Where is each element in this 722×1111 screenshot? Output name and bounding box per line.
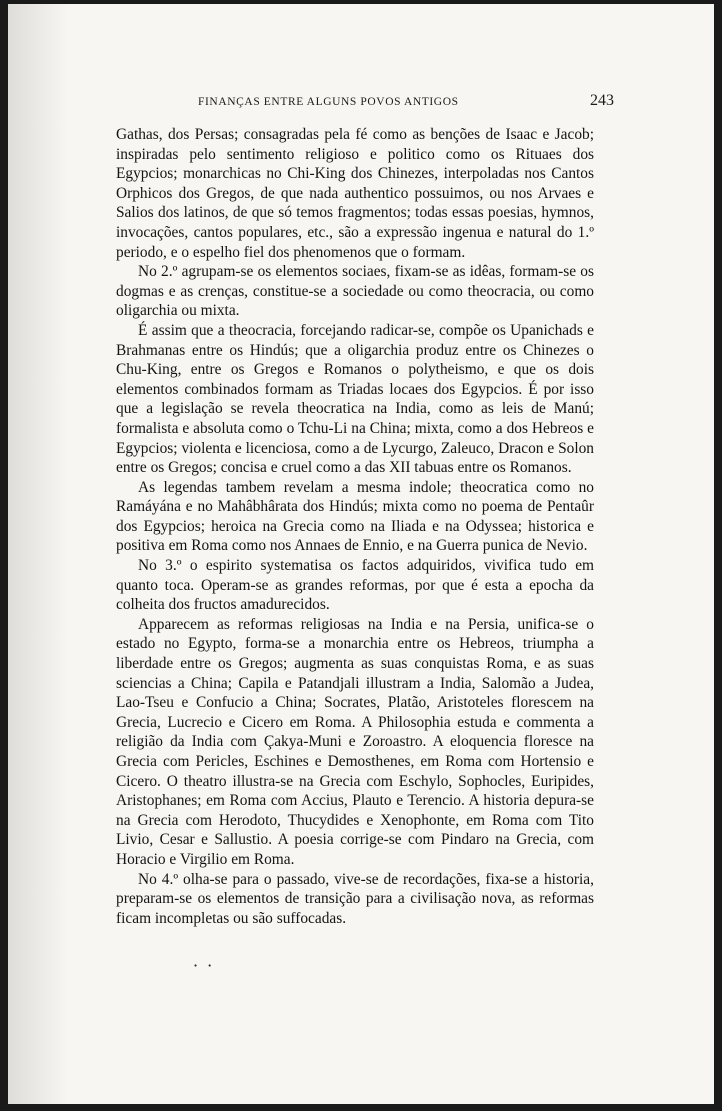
paragraph: No 3.º o espirito systematisa os factos adquiridos, vivifica tudo em quanto toca. Operam-se as grandes reformas, por que é esta a epocha da colheita dos fructos amadurecidos. [116, 557, 594, 614]
paragraph: Gathas, dos Persas; consagradas pela fé como as benções de Isaac e Jacob; inspiradas pelo sentimento religioso e politico como os Rituaes dos Egypcios; monarchicas no Chi-King dos Chinezes, interpoladas nos Cantos Orphicos dos Gregos, de que nada authentico possuimos, ou nos Arvaes e Salios dos latinos, de que só temos fragmentos; todas essas poesias, hymnos, invocações, cantos populares, etc., são a expressão ingenua e natural do 1.º periodo, e o espelho fiel dos phenomenos que o formam. [116, 126, 594, 261]
paragraph: Apparecem as reformas religiosas na India e na Persia, unifica-se o estado no Egypto, forma-se a monarchia entre os Hebreos, triumpha a liberdade entre os Gregos; augmenta as suas conquistas Roma, e as suas sciencias a China; Capila e Patandjali illustram a India, Salomão a Judea, Lao-Tseu e Confucio a China; Socrates, Platão, Aristoteles florescem na Grecia, Lucrecio e Cicero em Roma. A Philosophia estuda e commenta a religião da India com Çakya-Muni e Zoroastro. A eloquencia floresce na Grecia com Pericles, Eschines e Demosthenes, em Roma com Hortensio e Cicero. O theatro illustra-se na Grecia com Eschylo, Sophocles, Euripides, Aristophanes; em Roma com Accius, Plauto e Terencio. A historia depura-se na Grecia com Herodoto, Thucydides e Xenophonte, em Roma com Tito Livio, Cesar e Sallustio. A poesia corrige-se com Pindaro na Grecia, com Horacio e Virgilio em Roma. [116, 615, 594, 868]
scan-shadow [8, 4, 68, 1104]
page-number: 243 [590, 92, 614, 109]
book-page [8, 4, 714, 1104]
paragraph: As legendas tambem revelam a mesma indole; theocratica como no Ramáyána e no Mahâbhârata dos Hindús; mixta como no poema de Pentaûr dos Egypcios; heroica na Grecia como na Iliada e na Odyssea; historica e positiva em Roma como nos Annaes de Ennio, e na Guerra punica de Nevio. [116, 478, 594, 555]
printer-mark: · · [193, 956, 215, 975]
paragraph: É assim que a theocracia, forcejando radicar-se, compõe os Upanichads e Brahmanas entre os Hindús; que a oligarchia produz entre os Chinezes o Chu-King, entre os Gregos e Romanos o polytheismo, e que os dois elementos combinados formam as Triadas locaes dos Egypcios. É por isso que a legislação se revela theocratica na India, como as leis de Manú; formalista e absoluta como o Tchu-Li na China; mixta, como a dos Hebreos e Egypcios; violenta e licenciosa, como a de Lycurgo, Zaleuco, Dracon e Solon entre os Gregos; concisa e cruel como a das XII tabuas entre os Romanos. [116, 321, 594, 477]
paragraph: No 2.º agrupam-se os elementos sociaes, fixam-se as idêas, formam-se os dogmas e as crenças, constitue-se a sociedade ou como theocracia, ou como oligarchia ou mixta. [116, 263, 594, 320]
running-title: FINANÇAS ENTRE ALGUNS POVOS ANTIGOS [198, 96, 459, 108]
paragraph: No 4.º olha-se para o passado, vive-se de recordações, fixa-se a historia, preparam-se os elementos de transição para a civilisação nova, as reformas ficam incompletas ou são suffocadas. [116, 870, 594, 927]
body-text [116, 125, 594, 928]
page-header [128, 92, 614, 116]
